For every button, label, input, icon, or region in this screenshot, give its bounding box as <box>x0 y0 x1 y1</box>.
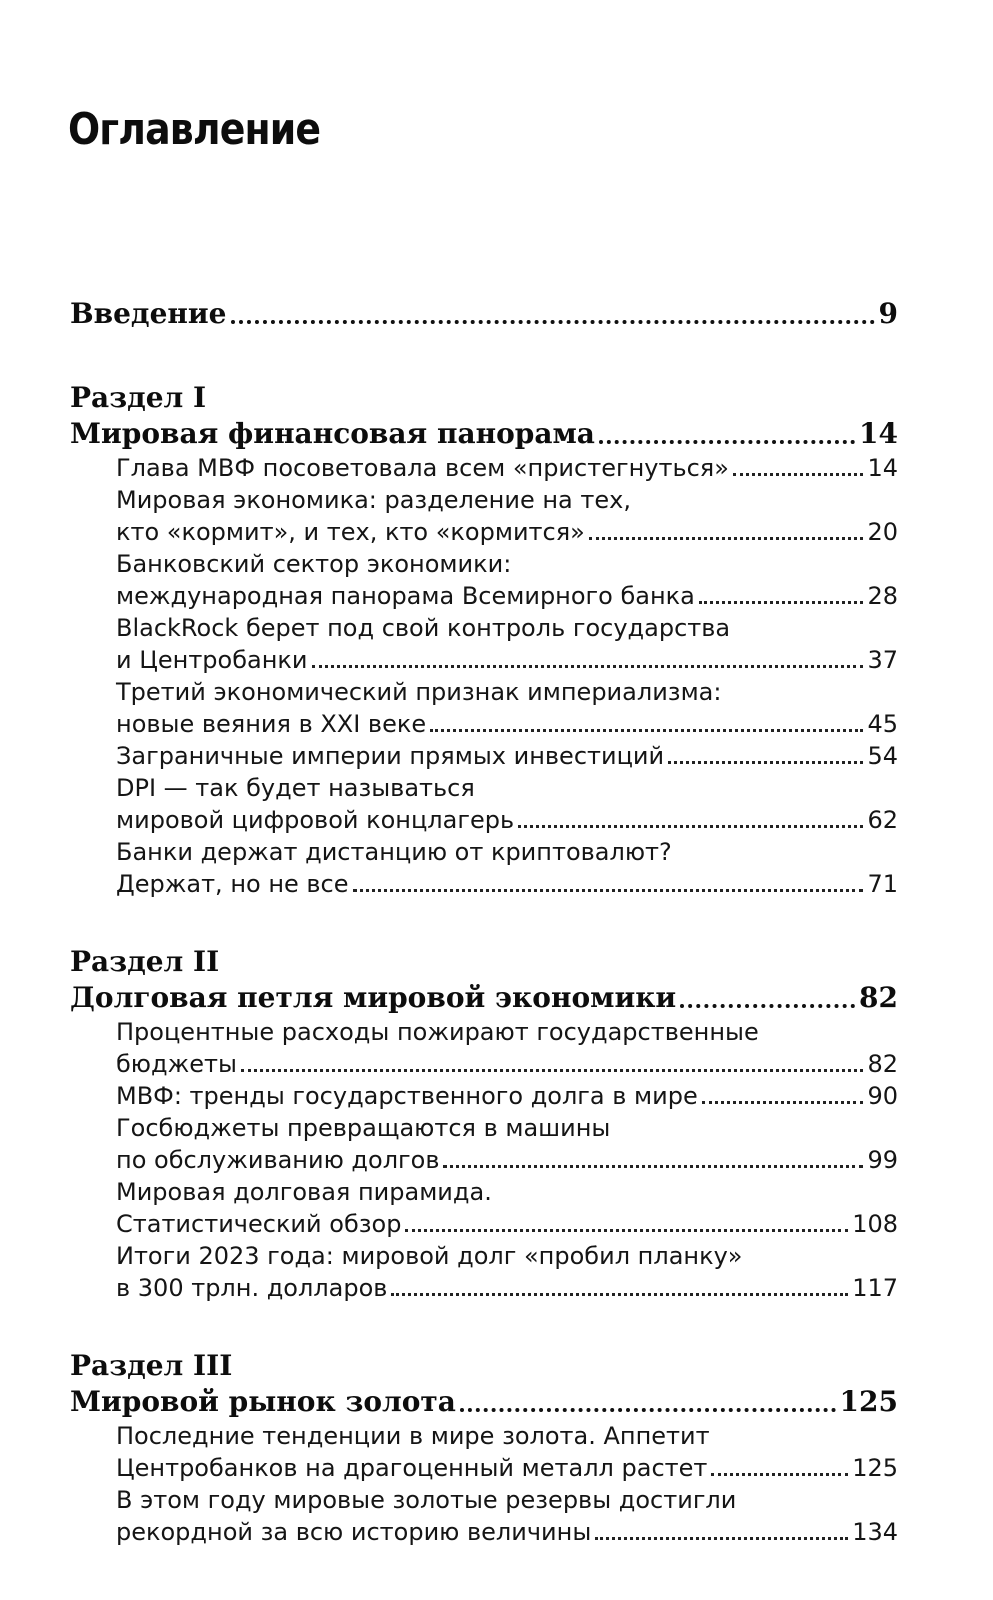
entry-page: 125 <box>852 1454 898 1482</box>
entry-page: 71 <box>867 870 898 898</box>
dot-leader <box>443 1144 863 1176</box>
toc-entry[interactable] <box>116 612 898 676</box>
section-entries <box>70 1420 898 1548</box>
dot-leader <box>405 1208 848 1240</box>
entry-text: и Центробанки <box>116 646 308 674</box>
dot-leader <box>430 708 863 740</box>
section-title-row[interactable] <box>70 980 898 1016</box>
entry-page: 108 <box>852 1210 898 1238</box>
dot-leader <box>231 296 875 332</box>
section-page: 82 <box>859 981 898 1014</box>
dot-leader <box>668 740 863 772</box>
entry-text: Статистический обзор <box>116 1210 402 1238</box>
entry-text-line: Банковский сектор экономики: <box>116 550 512 578</box>
dot-leader <box>599 416 855 452</box>
section-title: Мировой рынок золота <box>70 1385 456 1418</box>
page-title: Оглавление <box>68 104 321 155</box>
entry-last-line <box>116 516 898 548</box>
toc-entry[interactable] <box>116 1016 898 1080</box>
toc-entry[interactable] <box>116 1080 898 1112</box>
toc-entry[interactable] <box>116 740 898 772</box>
entry-text: Центробанков на драгоценный металл растет <box>116 1454 708 1482</box>
entry-last-line <box>116 1452 898 1484</box>
entry-last-line <box>116 708 898 740</box>
toc-sections <box>70 380 898 1548</box>
toc-intro-row[interactable] <box>70 296 898 332</box>
entry-last-line <box>116 452 898 484</box>
entry-text-line: BlackRock берет под свой контроль государства <box>116 614 731 642</box>
toc-intro-page: 9 <box>878 297 898 330</box>
entry-text: в 300 трлн. долларов <box>116 1274 388 1302</box>
entry-last-line <box>116 1208 898 1240</box>
dot-leader <box>391 1272 848 1304</box>
entry-page: 37 <box>867 646 898 674</box>
entry-last-line <box>116 1272 898 1304</box>
entry-text-line: Последние тенденции в мире золота. Аппетит <box>116 1422 710 1450</box>
entry-text: мировой цифровой концлагерь <box>116 806 515 834</box>
toc-entry[interactable] <box>116 836 898 900</box>
toc-entry[interactable] <box>116 676 898 740</box>
toc-entry[interactable] <box>116 772 898 836</box>
dot-leader <box>595 1516 848 1548</box>
entry-page: 90 <box>867 1082 898 1110</box>
toc-entry[interactable] <box>116 1112 898 1176</box>
dot-leader <box>733 452 864 484</box>
toc-entry[interactable] <box>116 1420 898 1484</box>
entry-page: 20 <box>867 518 898 546</box>
entry-last-line <box>116 1144 898 1176</box>
section-entries <box>70 452 898 900</box>
entry-text-line: В этом году мировые золотые резервы достигли <box>116 1486 737 1514</box>
dot-leader <box>680 980 855 1016</box>
entry-page: 82 <box>867 1050 898 1078</box>
dot-leader <box>353 868 864 900</box>
section-title: Мировая финансовая панорама <box>70 417 595 450</box>
entry-last-line <box>116 1516 898 1548</box>
entry-page: 54 <box>867 742 898 770</box>
entry-text-line: Банки держат дистанцию от криптовалют? <box>116 838 672 866</box>
entry-text: кто «кормит», и тех, кто «кормится» <box>116 518 585 546</box>
entry-text: Держат, но не все <box>116 870 349 898</box>
entry-last-line <box>116 868 898 900</box>
dot-leader <box>589 516 864 548</box>
entry-page: 99 <box>867 1146 898 1174</box>
dot-leader <box>711 1452 848 1484</box>
dot-leader <box>699 580 864 612</box>
toc-entry[interactable] <box>116 1176 898 1240</box>
table-of-contents <box>70 296 898 1592</box>
entry-last-line <box>116 1048 898 1080</box>
entry-text-line: Третий экономический признак империализма: <box>116 678 722 706</box>
section-label: Раздел I <box>70 381 207 414</box>
dot-leader <box>241 1048 864 1080</box>
section-title: Долговая петля мировой экономики <box>70 981 677 1014</box>
toc-intro-label: Введение <box>70 297 227 330</box>
dot-leader <box>518 804 863 836</box>
entry-text: по обслуживанию долгов <box>116 1146 440 1174</box>
entry-text: рекордной за всю историю величины <box>116 1518 592 1546</box>
toc-entry[interactable] <box>116 484 898 548</box>
toc-section <box>70 1348 898 1548</box>
toc-section <box>70 944 898 1304</box>
dot-leader <box>702 1080 864 1112</box>
entry-page: 134 <box>852 1518 898 1546</box>
entry-last-line <box>116 804 898 836</box>
entry-page: 62 <box>867 806 898 834</box>
entry-text-line: Мировая экономика: разделение на тех, <box>116 486 631 514</box>
toc-entry[interactable] <box>116 548 898 612</box>
entry-text-line: Госбюджеты превращаются в машины <box>116 1114 611 1142</box>
section-page: 125 <box>839 1385 898 1418</box>
toc-entry[interactable] <box>116 1240 898 1304</box>
section-label: Раздел III <box>70 1349 233 1382</box>
entry-page: 117 <box>852 1274 898 1302</box>
entry-text: бюджеты <box>116 1050 237 1078</box>
entry-text-line: Мировая долговая пирамида. <box>116 1178 492 1206</box>
toc-section <box>70 380 898 900</box>
section-title-row[interactable] <box>70 416 898 452</box>
entry-text-line: Итоги 2023 года: мировой долг «пробил планку» <box>116 1242 743 1270</box>
entry-text-line: Процентные расходы пожирают государственные <box>116 1018 759 1046</box>
section-label: Раздел II <box>70 945 220 978</box>
section-entries <box>70 1016 898 1304</box>
toc-entry[interactable] <box>116 452 898 484</box>
dot-leader <box>460 1384 836 1420</box>
entry-text: Заграничные империи прямых инвестиций <box>116 742 665 770</box>
entry-text: Глава МВФ посоветовала всем «пристегнуться» <box>116 454 729 482</box>
entry-last-line <box>116 580 898 612</box>
entry-text-line: DPI — так будет называться <box>116 774 475 802</box>
entry-last-line <box>116 644 898 676</box>
entry-text: МВФ: тренды государственного долга в мире <box>116 1082 698 1110</box>
entry-last-line <box>116 1080 898 1112</box>
entry-text: международная панорама Всемирного банка <box>116 582 695 610</box>
toc-entry[interactable] <box>116 1484 898 1548</box>
dot-leader <box>312 644 864 676</box>
entry-page: 14 <box>867 454 898 482</box>
section-page: 14 <box>859 417 898 450</box>
entry-text: новые веяния в XXI веке <box>116 710 427 738</box>
entry-page: 45 <box>867 710 898 738</box>
entry-last-line <box>116 740 898 772</box>
entry-page: 28 <box>867 582 898 610</box>
section-title-row[interactable] <box>70 1384 898 1420</box>
